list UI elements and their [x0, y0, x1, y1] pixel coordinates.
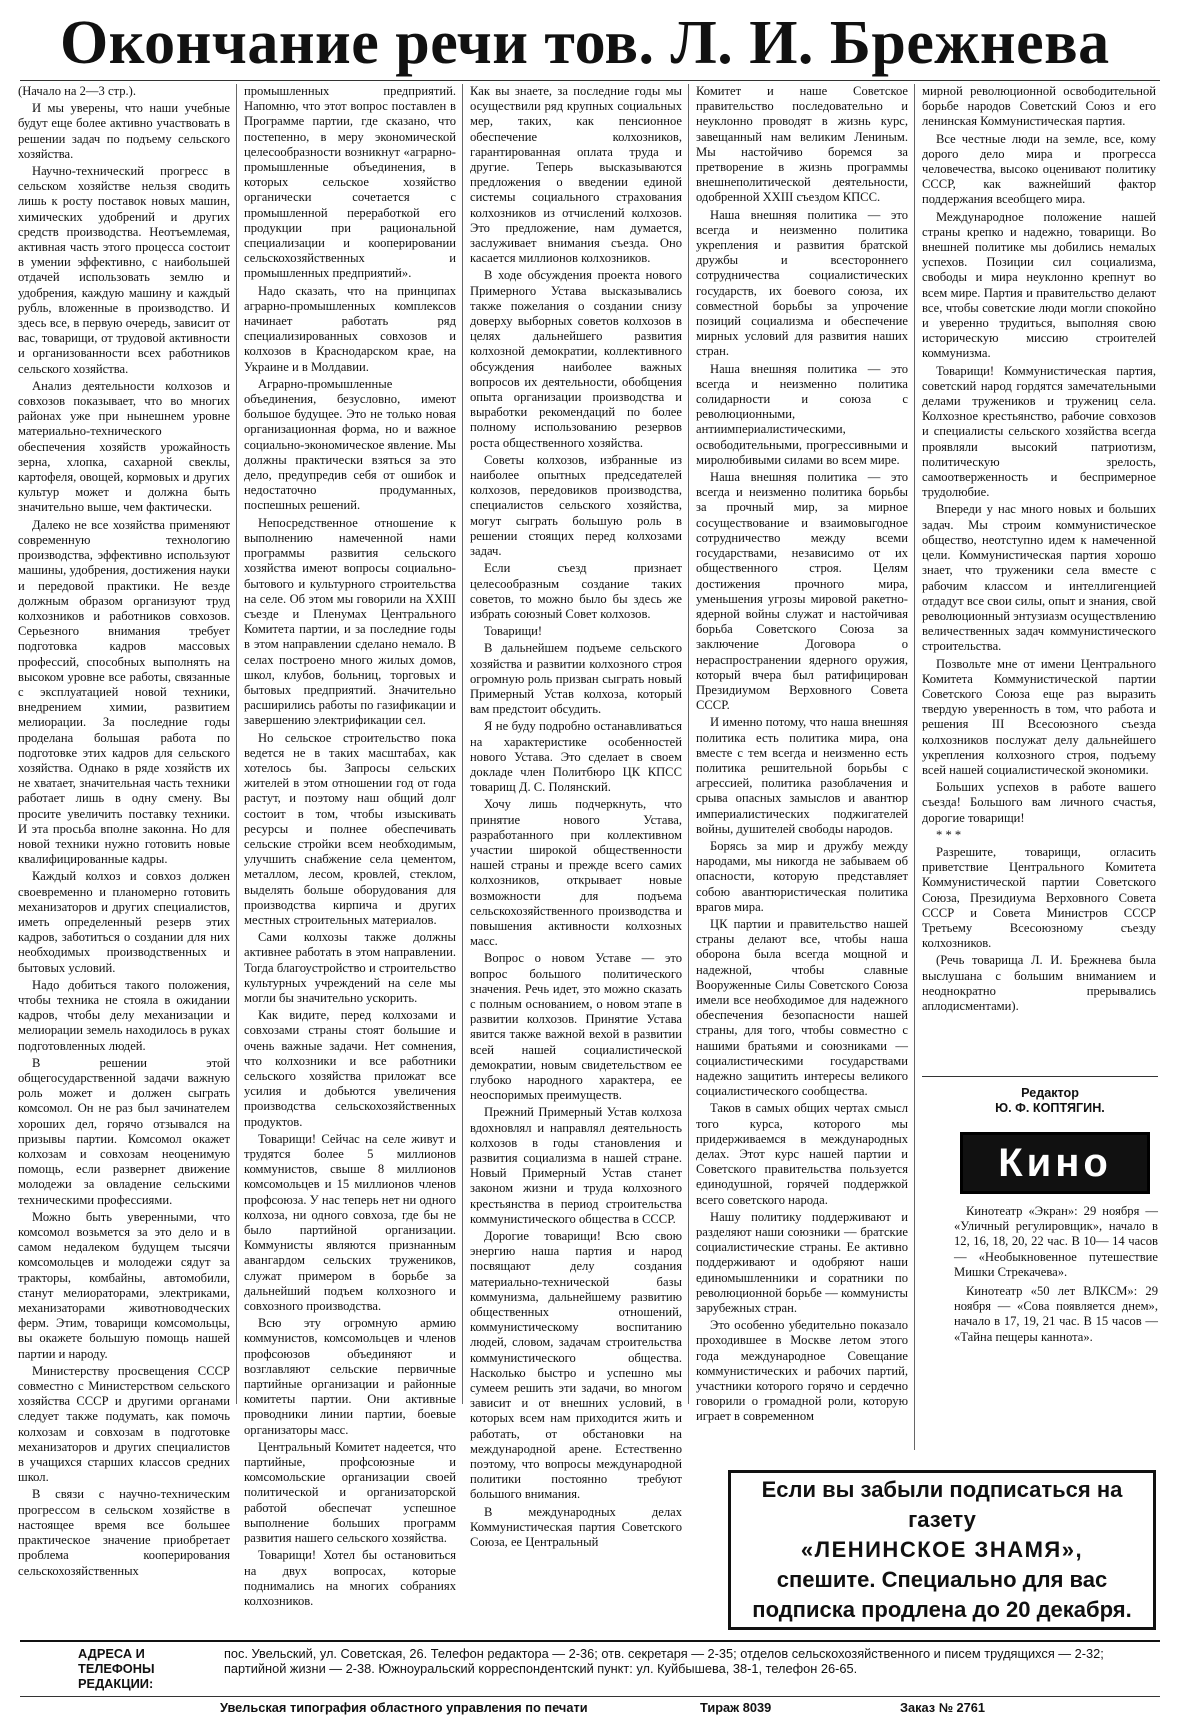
editor-title: Редактор	[1021, 1086, 1079, 1100]
headline: Окончание речи тов. Л. И. Брежнева	[60, 9, 1110, 77]
article-paragraph: Товарищи! Сейчас на селе живут и трудятся более 5 миллионов коммунистов, свыше 8 миллионов комсомольцев и 15 миллионов членов профсоюза. У нас теперь нет ни одного колхоза, ни одного совхоза, где бы не было партийной организации. Коммунисты являются признанным авангардом сельских тружеников, служат примером в борьбе за дальнейший подъем колхозного и совхозного производства.	[244, 1131, 456, 1314]
footer-printer: Увельская типография областного управления по печати	[220, 1700, 588, 1715]
ad-newspaper-name: «ЛЕНИНСКОЕ ЗНАМЯ»,	[800, 1537, 1084, 1562]
article-paragraph: Анализ деятельности колхозов и совхозов показывает, что во многих районах уже при нынешнем уровне материально-технического обеспечения хозяйств урожайность зерна, хлопка, сахарной свеклы, картофеля, овощей, кормовых и других культур может и должна быть значительно выше, чем фактически.	[18, 378, 230, 515]
article-paragraph: Борясь за мир и дружбу между народами, мы никогда не забываем об опасности, которую представляет собою авантюристическая политика врагов мира.	[696, 838, 908, 914]
editor-rule	[922, 1076, 1158, 1077]
ad-line: подписка продлена до 20 декабря.	[752, 1597, 1132, 1622]
article-paragraph: В решении этой общегосударственной задачи важную роль может и должен сыграть комсомол. Он не раз был зачинателем хороших дел, горячо отзывался на призывы партии. Комсомол окажет колхозам и совхозам неоценимую помощь, если развернет движение молодежи за овладение сельскими техническими профессиями.	[18, 1055, 230, 1207]
article-paragraph: ЦК партии и правительство нашей страны делают все, чтобы наша оборона была всегда мощной и надежной, чтобы славные Вооруженные Силы Советского Союза имели все необходимое для надежного обеспечения безопасности нашей страны, для того, чтобы совместно с нашими братьями и союзниками — социалистическими государствами надежно защитить интересы великого социалистического сообщества.	[696, 916, 908, 1099]
article-paragraph: Комитет и наше Советское правительство последовательно и неуклонно проводят в жизнь курс, завещанный нам великим Лениным. Мы настойчиво боремся за претворение в жизнь программы внешнеполитической деятельности, одобренной XXIII съездом КПСС.	[696, 84, 908, 205]
article-paragraph: Аграрно-промышленные объединения, безусловно, имеют большое будущее. Это не только новая организационная форма, но и важное социально-экономическое явление. Мы должны практически взяться за это дело, предупредив себя от ошибок и недостаточно продуманных, поспешных решений.	[244, 376, 456, 513]
article-paragraph: В ходе обсуждения проекта нового Примерного Устава высказывались также пожелания о создании снизу доверху выборных советов колхозов в целях дальнейшего развития колхозной демократии, коллективного обсуждения наиболее важных вопросов их деятельности, обобщения опыта организации производства и выработки рекомендаций по более полному использованию резервов роста общественного хозяйства.	[470, 268, 682, 450]
article-paragraph: (Речь товарища Л. И. Брежнева была выслушана с большим вниманием и неоднократно прерывались аплодисментами).	[922, 953, 1156, 1013]
article-paragraph: Вопрос о новом Уставе — это вопрос большого политического значения. Речь идет, это можно сказать с полным основанием, о новом этапе в развитии колхозов. Принятие Устава явится также важной вехой в развитии всей нашей социалистической демократии, новым свидетельством ее глубоко народного характера, ее неоспоримых преимуществ.	[470, 951, 682, 1103]
article-paragraph: Дорогие товарищи! Всю свою энергию наша партия и народ посвящают делу создания материально-технической базы коммунизма, дальнейшему развитию общественных отношений, коммунистическому воспитанию людей, словом, задачам строительства коммунистического общества. Насколько быстро и успешно мы сумеем решить эти задачи, во многом зависит и от внешних условий, в которых всем нам приходится жить и работать, от обстановки на международной арене. Естественно поэтому, что вопросы международной политики постоянно требуют большого внимания.	[470, 1229, 682, 1502]
article-paragraph: В связи с научно-техническим прогрессом в сельском хозяйстве в настоящее время все большее практическое значение приобретает проблема кооперирования сельскохозяйственных	[18, 1487, 230, 1578]
kino-item: Кинотеатр «50 лет ВЛКСМ»: 29 ноября — «Сова появляется днем», начало в 17, 19, 21 час. В 15 часов — «Тайна пещеры каннота».	[954, 1284, 1158, 1344]
article-paragraph: (Начало на 2—3 стр.).	[18, 84, 136, 98]
footer-label: АДРЕСА И ТЕЛЕФОНЫ РЕДАКЦИИ:	[78, 1646, 155, 1691]
article-paragraph: В международных делах Коммунистическая партия Советского Союза, ее Центральный	[470, 1504, 682, 1550]
subscription-ad	[728, 1470, 1156, 1630]
article-paragraph: Как вы знаете, за последние годы мы осуществили ряд крупных социальных мер, таких, как пенсионное обеспечение колхозников, гарантированная оплата труда и другие. Теперь высказываются предложения о введении единой системы социального страхования колхозников из отчислений колхозов. Это предложение, нам думается, заслуживает внимания съезда. Оно касается миллионов колхозников.	[470, 84, 682, 266]
ad-line: спешите. Специально для вас	[776, 1567, 1108, 1592]
column-divider	[236, 84, 237, 1404]
column-divider	[914, 84, 915, 1450]
article-paragraph: Министерству просвещения СССР совместно с Министерством сельского хозяйства СССР и другими органами следует также подумать, как помочь колхозам и совхозам в подготовке механизаторов и других специалистов в учащихся старших классов средних школ.	[18, 1363, 230, 1485]
article-paragraph: Наша внешняя политика — это всегда и неизменно политика солидарности и союза с революционными, антиимпериалистическими, освободительными, прогрессивными и миролюбивыми силами во всем мире.	[696, 361, 908, 467]
article-paragraph: Наша внешняя политика — это всегда и неизменно политика борьбы за прочный мир, за мирное сосуществование и взаимовыгодное сотрудничество между всеми государствами, независимо от их общественного строя. Целям достижения прочного мира, уменьшения угрозы мировой ракетно-ядерной войны служат и настойчивая борьба Советского Союза за заключение Договора о нераспространении ядерного оружия, который вчера был ратифицирован Президиумом Верховного Совета СССР.	[696, 470, 908, 713]
article-paragraph: Непосредственное отношение к выполнению намеченной нами программы развития сельского хозяйства имеют вопросы социально-бытового и культурного строительства на селе. Об этом мы говорили на XXIII съезде и Пленумах Центрального Комитета партии, и за последние годы в этом направлении сделано немало. В селах построено много жилых домов, школ, клубов, больниц, торговых и бытовых предприятий. Значительно расширились работы по газификации и завершению электрификации сел.	[244, 515, 456, 728]
article-paragraph: Прежний Примерный Устав колхоза вдохновлял и направлял деятельность колхозов в годы становления и развития социализма в нашей стране. Новый Примерный Устав станет законом жизни и труда колхозного крестьянства в период строительства коммунистического общества в СССР.	[470, 1105, 682, 1226]
kino-listings	[954, 1204, 1158, 1424]
article-paragraph: Надо сказать, что на принципах аграрно-промышленных комплексов начинает работать ряд специализированных совхозов и колхозов в Краснодарском крае, на Украине и в Молдавии.	[244, 283, 456, 374]
footer-contacts	[78, 1646, 1160, 1694]
ad-line: Если вы забыли подписаться на газету	[761, 1477, 1123, 1532]
article-paragraph: Товарищи!	[484, 624, 543, 639]
article-paragraph: И мы уверены, что наши учебные будут еще более активно участвовать в решении задач по подъему сельского хозяйства.	[18, 101, 230, 161]
article-paragraph: Больших успехов в работе вашего съезда! Большого вам личного счастья, дорогие товарищи!	[922, 780, 1156, 825]
article-paragraph: * * *	[936, 827, 962, 842]
article-paragraph: Впереди у нас много новых и больших задач. Мы строим коммунистическое общество, неотступно идем к намеченной цели. Коммунистическая партия хорошо знает, что труженики села вместе с рабочим классом и интеллигенцией отдадут все свои силы, опыт и знания, свой революционный энтузиазм осуществлению величественных задач коммунистического строительства.	[922, 502, 1156, 654]
article-column-2	[244, 84, 456, 1608]
article-paragraph: Товарищи! Хотел бы остановиться на двух вопросах, которые поднимались на многих собраниях колхозников.	[244, 1548, 456, 1608]
article-paragraph: Если съезд признает целесообразным создание таких советов, то можно было бы здесь же избрать союзный Совет колхозов.	[470, 561, 682, 621]
article-column-1	[18, 84, 230, 1578]
kino-item: Кинотеатр «Экран»: 29 ноября — «Уличный регулировщик», начало в 12, 16, 18, 20, 22 час. В 10— 14 часов — «Необыкновенное путешествие Мишки Стрекачева».	[954, 1204, 1158, 1279]
article-column-3	[470, 84, 682, 1550]
editor-block	[950, 1086, 1150, 1116]
article-paragraph: Можно быть уверенными, что комсомол возьмется за это дело и в самом недалеком будущем тысячи комсомольцев и молодежи сядут за тракторы, комбайны, автомобили, станут мелиораторами, электриками, механизаторами животноводческих ферм. Этим, товарищи комсомольцы, вы окажете большую помощь нашей партии и народу.	[18, 1209, 230, 1361]
article-paragraph: Позвольте мне от имени Центрального Комитета Коммунистической партии Советского Союза еще раз выразить твердую уверенность в том, что работа и решения III Всесоюзного съезда колхозников послужат делу дальнейшего укрепления колхозного строя, подъему всей нашей социалистической экономики.	[922, 656, 1156, 777]
article-paragraph: Далеко не все хозяйства применяют современную технологию производства, эффективно используют машины, удобрения, достижения науки и передовой практики. Не везде должным образом организуют труд колхозников и работников совхозов. Серьезного внимания требует подготовка кадров массовых профессий, способных выполнять на высоком уровне все работы, связанные с эксплуатацией новой техники, внедрением химии, развитием мелиорации. За последние годы проделана большая работа по подготовке этих кадров для сельского хозяйства. Однако в ряде хозяйств их не хватает, значительная часть техники работает лишь в одну смену. Вы просите увеличить поставку техники. И эта просьба вполне законна. Но для новой техники нужно готовить новые квалифицированные кадры.	[18, 517, 230, 867]
article-paragraph: Каждый колхоз и совхоз должен своевременно и планомерно готовить механизаторов и других специалистов, иметь определенный резерв этих кадров, заботиться о создании для них необходимых производственных и бытовых условий.	[18, 869, 230, 975]
article-paragraph: Как видите, перед колхозами и совхозами страны стоят большие и очень важные задачи. Нет сомнения, что колхозники и все работники сельского хозяйства приложат все усилия и добьются увеличения производства сельскохозяйственных продуктов.	[244, 1008, 456, 1129]
article-column-5	[922, 84, 1156, 1064]
article-paragraph: Я не буду подробно останавливаться на характеристике особенностей нового Устава. Это сделает в своем докладе член Политбюро ЦК КПСС товарищ Д. С. Полянский.	[470, 719, 682, 795]
article-paragraph: Разрешите, товарищи, огласить приветствие Центрального Комитета Коммунистической партии Советского Союза, Президиума Верховного Совета СССР и Совета Министров СССР Третьему Всесоюзному съезду колхозников.	[922, 844, 1156, 951]
article-paragraph: Научно-технический прогресс в сельском хозяйстве нельзя сводить лишь к росту поставок новых машин, химических удобрений и других средств производства. Неотъемлемая, активная часть этого процесса состоит в умении эффективно, с наибольшей отдачей использовать землю и удобрения, каждую машину и каждый рубль, вложенные в производство. И здесь все, в первую очередь, зависит от вас, товарищи, от трудовой активности и организованности всех работников сельского хозяйства.	[18, 164, 230, 376]
article-paragraph: Но сельское строительство пока ведется не в таких масштабах, как хотелось бы. Запросы сельских жителей в этом отношении год от года растут, и поэтому наш общий долг состоит в том, чтобы изыскивать ресурсы и полнее обеспечивать сельские стройки всем необходимым, улучшить снабжение села цементом, металлом, лесом, кровлей, стеклом, выделять больше оборудования для производства кирпича и других местных строительных материалов.	[244, 730, 456, 927]
footer-tirazh: Тираж 8039	[700, 1700, 772, 1715]
article-paragraph: Советы колхозов, избранные из наиболее опытных председателей колхозов, передовиков производства, специалистов сельского хозяйства, могут сыграть большую роль в решении стоящих перед колхозами задач.	[470, 452, 682, 559]
article-paragraph: Сами колхозы также должны активнее работать в этом направлении. Тогда благоустройство и строительство культурных учреждений на селе мы могли бы значительно ускорить.	[244, 930, 456, 1005]
column-divider	[688, 84, 689, 1404]
article-paragraph: И именно потому, что наша внешняя политика есть политика мира, она вместе с тем всегда и неизменно есть политика решительной борьбы с агрессией, политика разоблачения и срыва опасных замыслов и авантюр империалистических поджигателей войны, душителей свободы народов.	[696, 715, 908, 836]
kino-logo: Кино	[960, 1132, 1150, 1194]
article-paragraph: мирной революционной освободительной борьбе народов Советский Союз и его ленинская Коммунистическая партия.	[922, 84, 1156, 129]
article-paragraph: Нашу политику поддерживают и разделяют наши союзники — братские социалистические страны. Ее активно поддерживают и одобряют наши единомышленники и соратники по революционной борьбе — коммунисты зарубежных стран.	[696, 1209, 908, 1316]
article-paragraph: В дальнейшем подъеме сельского хозяйства и развитии колхозного строя огромную роль призван сыграть новый Примерный Устав колхоза, который вам предстоит обсудить.	[470, 641, 682, 717]
article-paragraph: Все честные люди на земле, все, кому дорого дело мира и прогресса человечества, высоко оценивают политику СССР, как важнейший фактор поддержания всеобщего мира.	[922, 131, 1156, 207]
footer-rule	[20, 1640, 1160, 1642]
article-paragraph: Товарищи! Коммунистическая партия, советский народ гордятся замечательными делами тружеников и тружениц села. Колхозное крестьянство, рабочие совхозов и специалисты сельского хозяйства всегда проявляли высокий патриотизм, политическую зрелость, самоотверженность и беспримерное трудолюбие.	[922, 363, 1156, 500]
article-paragraph: Надо добиться такого положения, чтобы техника не стояла в ожидании кадров, чтобы делу механизации и мелиорации земель находилось в руках подготовленных людей.	[18, 977, 230, 1053]
article-paragraph: Наша внешняя политика — это всегда и неизменно политика укрепления и развития братской дружбы и всестороннего сотрудничества социалистических государств, их боевого союза, их совместной борьбы за упрочение позиций социализма и обеспечение мирных условий для развития наших стран.	[696, 207, 908, 359]
article-paragraph: промышленных предприятий. Напомню, что этот вопрос поставлен в Программе партии, где сказано, что постепенно, в меру экономической целесообразности возникнут «аграрно-промышленные объединения, в которых сельское хозяйство органически сочетается с промышленной переработкой его продукции при рациональной специализации и кооперировании сельскохозяйственных и промышленных предприятий».	[244, 84, 456, 281]
article-paragraph: Таков в самых общих чертах смысл того курса, которого мы придерживаемся в международных делах. Этот курс нашей партии и Советского правительства пользуется единодушной, горячей поддержкой всего советского народа.	[696, 1101, 908, 1207]
article-paragraph: Хочу лишь подчеркнуть, что принятие нового Устава, разработанного при коллективном участии широкой общественности нашей страны и прежде всего самих колхозников, открывает новые возможности для подъема сельскохозяйственного производства и повышения активности колхозных масс.	[470, 797, 682, 949]
article-column-4	[696, 84, 908, 1460]
headline-rule	[20, 80, 1160, 81]
article-paragraph: Международное положение нашей страны крепко и надежно, товарищи. Во внешней политике мы добились немалых успехов. Позиции сил социализма, свободы и мира неуклонно крепнут во всем мире. Партия и правительство делают все, чтобы советские люди могли спокойно и уверенно трудиться, выполняя свою историческую миссию строителей коммунизма.	[922, 209, 1156, 361]
article-paragraph: Всю эту огромную армию коммунистов, комсомольцев и членов профсоюзов объединяют и возглавляют сельские первичные партийные организации и районные комитеты партии. Они активные проводники линии партии, боевые организаторы масс.	[244, 1316, 456, 1437]
column-divider	[462, 84, 463, 1404]
article-paragraph: Центральный Комитет надеется, что партийные, профсоюзные и комсомольские организации своей политической и организаторской работой обеспечат успешное выполнение больших программ развития нашего сельского хозяйства.	[244, 1439, 456, 1546]
article-paragraph: Это особенно убедительно показало проходившее в Москве летом этого года международное Совещание коммунистических и рабочих партий, участники которого горячо и сердечно говорили о громадной роли, которую играет в современном	[696, 1318, 908, 1424]
editor-name: Ю. Ф. КОПТЯГИН.	[995, 1101, 1105, 1115]
footer-rule	[20, 1696, 1160, 1697]
footer-zakaz: Заказ № 2761	[900, 1700, 986, 1715]
footer-address: пос. Увельский, ул. Советская, 26. Телефон редактора — 2-36; отв. секретаря — 2-35; отделов сельскохозяйственного и писем трудящихся — 2-32; партийной жизни — 2-38. Южноуральский корреспондентский пункт: ул. Куйбышева, 38-1, телефон 26-65.	[224, 1646, 1104, 1676]
